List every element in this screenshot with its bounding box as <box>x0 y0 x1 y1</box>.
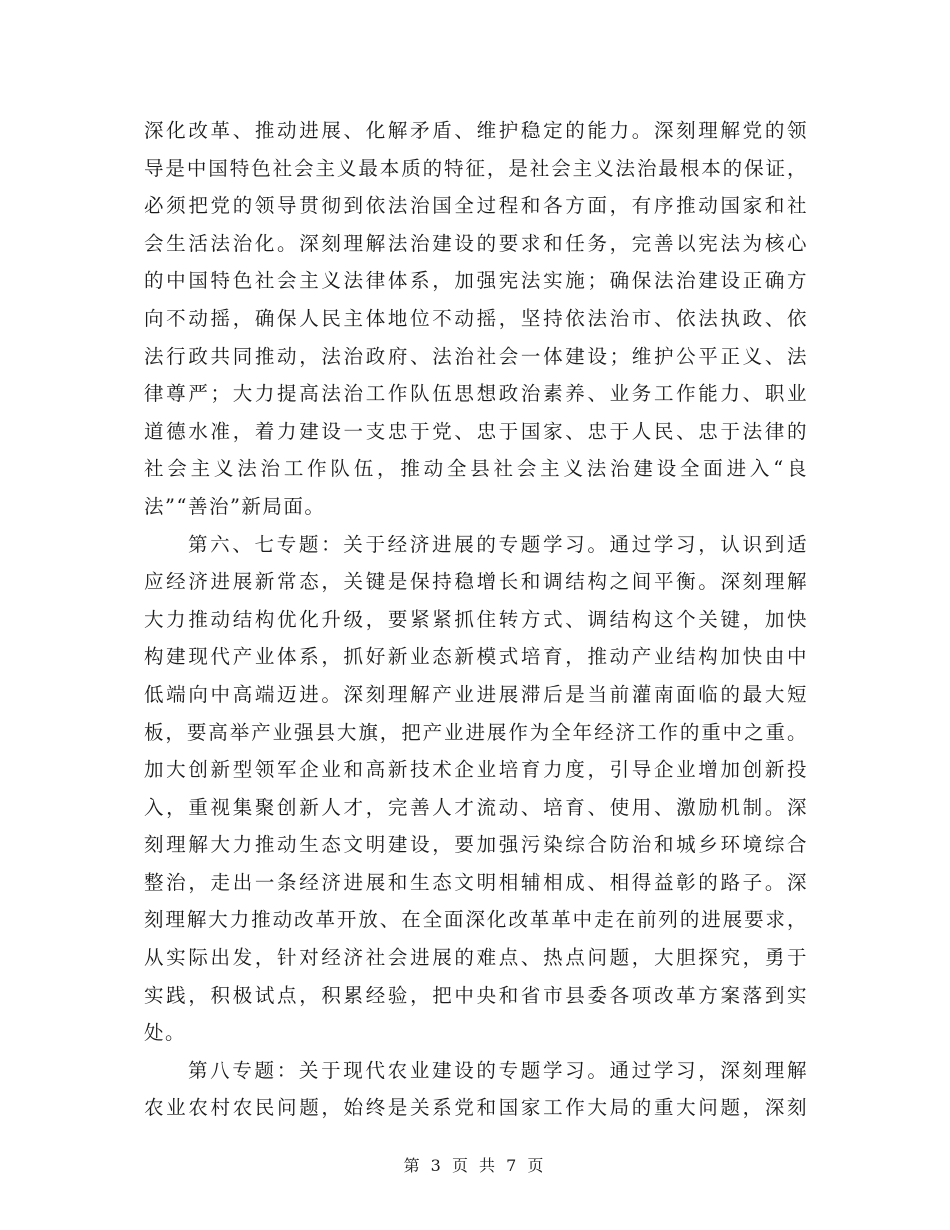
paragraph-1 <box>144 112 808 526</box>
text-line: 道德水准，着力建设一支忠于党、忠于国家、忠于人民、忠于法律的 <box>144 419 808 443</box>
text-line: 深化改革、推动进展、化解矛盾、维护稳定的能力。深刻理解党的领 <box>144 119 808 142</box>
text-line: 向不动摇，确保人民主体地位不动摇，坚持依法治市、依法执政、依 <box>144 306 808 330</box>
text-line: 从实际出发，针对经济社会进展的难点、热点问题，大胆探究，勇于 <box>144 946 808 970</box>
text-line: 应经济进展新常态，关键是保持稳增长和调结构之间平衡。深刻理解 <box>144 570 808 594</box>
paragraph-3 <box>144 1052 808 1127</box>
text-line: 法”“善治”新局面。 <box>144 494 326 518</box>
text-line: 构建现代产业体系，抓好新业态新模式培育，推动产业结构加快由中 <box>144 645 808 669</box>
text-line: 板，要高举产业强县大旗，把产业进展作为全年经济工作的重中之重。 <box>144 720 808 744</box>
text-line: 必须把党的领导贯彻到依法治国全过程和各方面，有序推动国家和社 <box>144 194 808 218</box>
text-line: 第六、七专题：关于经济进展的专题学习。通过学习，认识到适 <box>188 532 808 556</box>
text-line: 刻理解大力推动生态文明建设，要加强污染综合防治和城乡环境综合 <box>144 833 808 857</box>
text-line: 第八专题：关于现代农业建设的专题学习。通过学习，深刻理解 <box>188 1058 808 1082</box>
text-line: 入，重视集聚创新人才，完善人才流动、培育、使用、激励机制。深 <box>144 795 808 819</box>
text-line: 低端向中高端迈进。深刻理解产业进展滞后是当前灌南面临的最大短 <box>144 682 808 706</box>
text-line: 大力推动结构优化升级，要紧紧抓住转方式、调结构这个关键，加快 <box>144 607 808 631</box>
text-line: 会生活法治化。深刻理解法治建设的要求和任务，完善以宪法为核心 <box>144 231 808 255</box>
text-line: 社会主义法治工作队伍，推动全县社会主义法治建设全面进入“良 <box>144 457 808 481</box>
text-line: 法行政共同推动，法治政府、法治社会一体建设；维护公平正义、法 <box>144 344 808 368</box>
text-line: 实践，积极试点，积累经验，把中央和省市县委各项改革方案落到实 <box>144 983 808 1007</box>
text-line: 导是中国特色社会主义最本质的特征，是社会主义法治最根本的保证， <box>144 156 808 180</box>
page-number-footer: 第 3 页 共 7 页 <box>403 1156 547 1175</box>
paragraph-2 <box>144 526 808 1052</box>
text-line: 整治，走出一条经济进展和生态文明相辅相成、相得益彰的路子。深 <box>144 870 808 894</box>
text-line: 律尊严；大力提高法治工作队伍思想政治素养、业务工作能力、职业 <box>144 382 808 406</box>
text-line: 农业农村农民问题，始终是关系党和国家工作大局的重大问题，深刻 <box>144 1096 808 1120</box>
text-line: 的中国特色社会主义法律体系，加强宪法实施；确保法治建设正确方 <box>144 269 808 293</box>
document-body <box>144 112 808 1127</box>
text-line: 刻理解大力推动改革开放、在全面深化改革革中走在前列的进展要求， <box>144 908 808 932</box>
text-line: 加大创新型领军企业和高新技术企业培育力度，引导企业增加创新投 <box>144 758 808 782</box>
text-line: 处。 <box>144 1021 187 1045</box>
